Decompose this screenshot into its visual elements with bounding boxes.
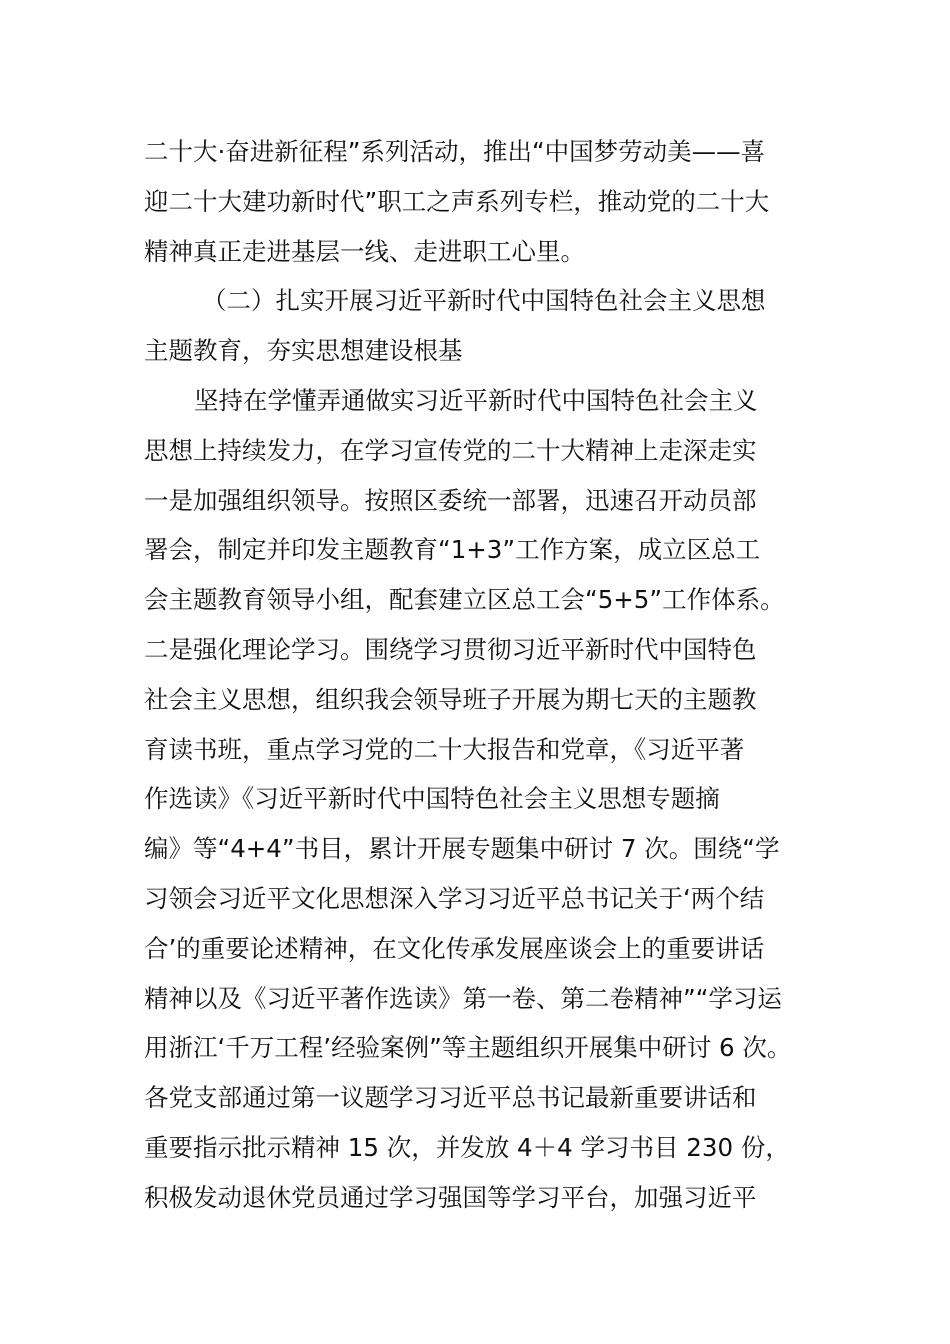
text-line: 作选读》《习近平新时代中国特色社会主义思想专题摘 [144, 784, 720, 814]
text-line: 育读书班，重点学习党的二十大报告和党章，《习近平著 [144, 734, 745, 764]
text-line: 精神真正走进基层一线、走进职工心里。 [144, 236, 585, 266]
text-line: 社会主义思想，组织我会领导班子开展为期七天的主题教 [144, 684, 757, 714]
text-line: 思想上持续发力，在学习宣传党的二十大精神上走深走实 [144, 435, 757, 465]
text-line: 署会，制定并印发主题教育“1+3”工作方案，成立区总工 [144, 535, 761, 565]
section-heading-line: （二）扎实开展习近平新时代中国特色社会主义思想 [202, 286, 766, 316]
text-line: 用浙江‘千万工程’经验案例”等主题组织开展集中研讨 6 次。 [144, 1033, 792, 1063]
text-line: 迎二十大建功新时代”职工之声系列专栏，推动党的二十大 [144, 186, 770, 216]
text-line: 各党支部通过第一议题学习习近平总书记最新重要讲话和 [144, 1083, 757, 1113]
text-line: 一是加强组织领导。按照区委统一部署，迅速召开动员部 [144, 485, 757, 515]
text-line: 二十大·奋进新征程”系列活动，推出“中国梦劳动美——喜 [144, 137, 766, 166]
text-line: 编》等“4+4”书目，累计开展专题集中研讨 7 次。围绕“学 [144, 834, 780, 864]
text-line: 精神以及《习近平著作选读》第一卷、第二卷精神”“学习运 [144, 983, 782, 1013]
text-line: 二是强化理论学习。围绕学习贯彻习近平新时代中国特色 [144, 634, 757, 664]
text-line: 合’的重要论述精神，在文化传承发展座谈会上的重要讲话 [144, 933, 765, 963]
text-line: 会主题教育领导小组，配套建立区总工会“5+5”工作体系。 [144, 585, 785, 615]
text-line: 重要指示批示精神 15 次，并发放 4＋4 学习书目 230 份， [144, 1132, 790, 1162]
text-line: 坚持在学懂弄通做实习近平新时代中国特色社会主义 [194, 385, 758, 415]
section-heading-line: 主题教育，夯实思想建设根基 [144, 336, 463, 366]
body-text [144, 127, 824, 1223]
text-line: 习领会习近平文化思想深入学习习近平总书记关于‘两个结 [144, 883, 765, 913]
text-line: 积极发动退休党员通过学习强国等学习平台，加强习近平 [144, 1182, 757, 1212]
